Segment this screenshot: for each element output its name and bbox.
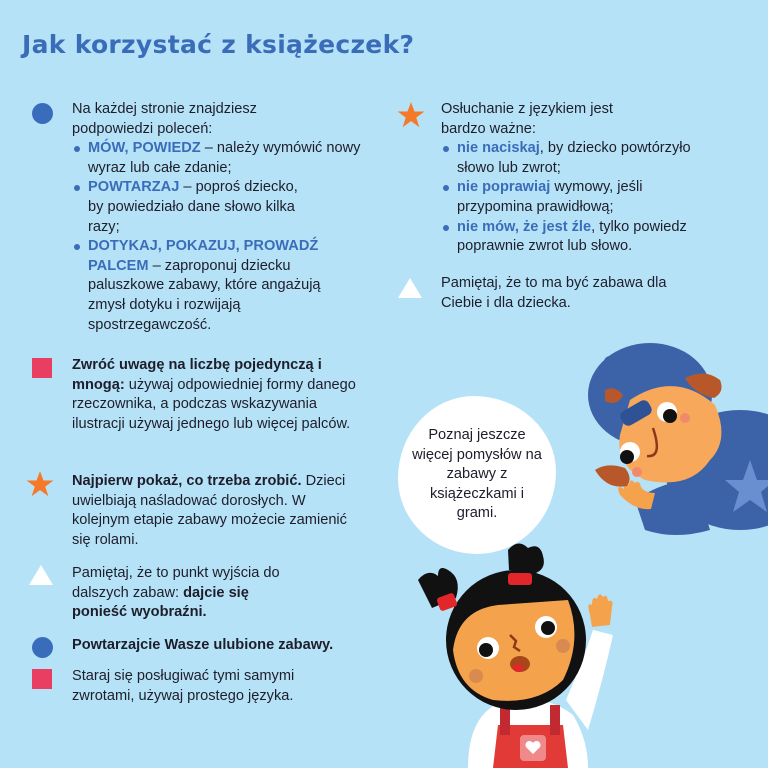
girl-illustration <box>398 540 648 768</box>
orange-star-icon <box>26 470 54 498</box>
tip-simple-language: Staraj się posługiwać tymi samymi zwrotami, używaj prostego języka. <box>72 668 295 704</box>
orange-star-icon <box>397 101 425 129</box>
red-square-icon <box>32 358 52 378</box>
tip-fun: Pamiętaj, że to ma być zabawa dla Ciebie i dla dziecka. <box>441 275 667 311</box>
tip-listening: Osłuchanie z językiem jest bardzo ważne: nie naciskaj, by dziecko powtórzyło słowo lub zwrot; nie poprawiaj wymowy, jeśli przypomina prawidłową; nie mów, że jest źle, tylko powiedz poprawnie zwrot lub słowo. <box>441 100 731 257</box>
boy-illustration <box>575 330 768 560</box>
tip-intro: Na każdej stronie znajdziesz podpowiedzi poleceń: <box>72 101 257 137</box>
command-item: POWTARZAJ – poproś dziecko, by powiedziało dane słowo kilka razy; <box>72 178 313 237</box>
speech-bubble: Poznaj jeszcze więcej pomysłów na zabawy z książeczkami i grami. <box>398 396 556 554</box>
tip-starting-point: Pamiętaj, że to punkt wyjścia do dalszych zabaw: dajcie się ponieść wyobraźni. <box>72 565 280 621</box>
command-list <box>72 139 372 335</box>
blue-circle-icon <box>32 637 53 658</box>
blue-circle-icon <box>32 103 53 124</box>
tip-singular-plural: Zwróć uwagę na liczbę pojedynczą i mnogą: używaj odpowiedniej formy danego rzeczownika, a podczas wskazywania ilustracji używaj jednego lub więcej palców. <box>72 357 356 432</box>
tip-repeat-games: Powtarzajcie Wasze ulubione zabawy. <box>72 637 334 653</box>
rule-item: nie poprawiaj wymowy, jeśli przypomina prawidłową; <box>441 178 697 217</box>
page-title: Jak korzystać z książeczek? <box>22 30 415 59</box>
listening-rules-list <box>441 139 731 257</box>
tip-command-hints <box>72 100 372 335</box>
red-square-icon <box>32 669 52 689</box>
white-triangle-icon <box>398 278 422 298</box>
white-triangle-icon <box>29 565 53 585</box>
tip-show-first: Najpierw pokaż, co trzeba zrobić. Dzieci uwielbiają naśladować dorosłych. W kolejnym etapie zabawy możecie zamienić się rolami. <box>72 473 347 548</box>
rule-item: nie naciskaj, by dziecko powtórzyło słowo lub zwrot; <box>441 139 697 178</box>
command-item: DOTYKAJ, POKAZUJ, PROWADŹ PALCEM – zaproponuj dziecku paluszkowe zabawy, które angażują zmysł dotyku i rozwijają spostrzegawczość. <box>72 237 353 335</box>
rule-item: nie mów, że jest źle, tylko powiedz poprawnie zwrot lub słowo. <box>441 218 742 257</box>
command-item: MÓW, POWIEDZ – należy wymówić nowy wyraz lub całe zdanie; <box>72 139 372 178</box>
